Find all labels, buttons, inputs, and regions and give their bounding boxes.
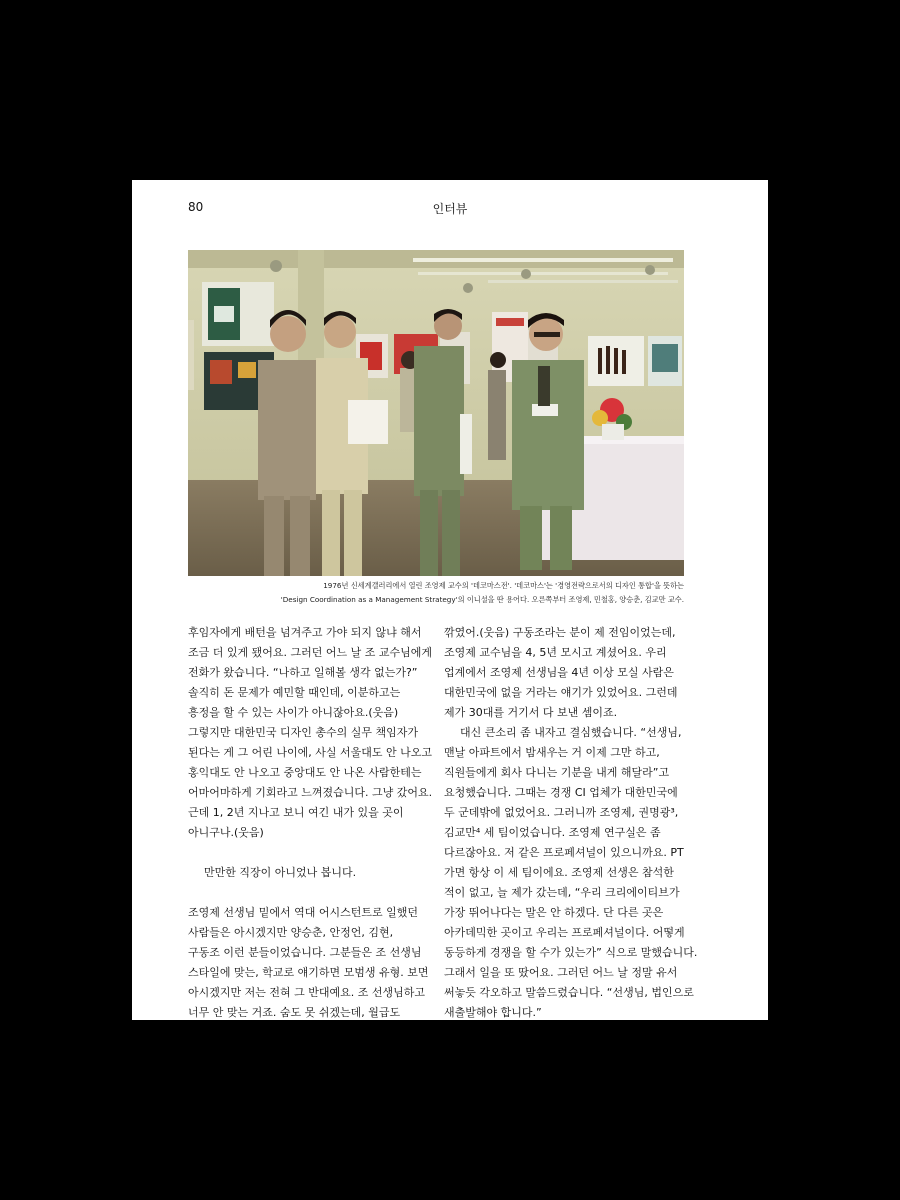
body-text-line: 너무 안 맞는 거죠. 숨도 못 쉬겠는데, 월급도: [188, 1006, 401, 1019]
caption-line: 1976년 신세계갤러리에서 열린 조영제 교수의 '데코마스전'. '데코마스'는 '경영전략으로서의 디자인 통합'을 뜻하는: [323, 581, 684, 590]
exhibition-photo-illustration: [188, 250, 684, 576]
body-text-line: 그렇지만 대한민국 디자인 총수의 실무 책임자가: [188, 726, 419, 739]
body-text-line: 대한민국에 없을 거라는 얘기가 있었어요. 그런데: [444, 686, 678, 699]
interview-question: 만만한 직장이 아니었나 봅니다.: [204, 866, 357, 879]
body-text-line: 써놓듯 각오하고 말씀드렸습니다. “선생님, 법인으로: [444, 986, 694, 999]
body-text-line: 대신 큰소리 좀 내자고 결심했습니다. “선생님,: [460, 726, 682, 739]
body-text-line: 구동조 이런 분들이었습니다. 그분들은 조 선생님: [188, 946, 422, 959]
body-text-line: 두 군데밖에 없었어요. 그러니까 조영제, 권명광³,: [444, 806, 679, 819]
photo-caption: [188, 579, 684, 607]
section-title: 인터뷰: [432, 202, 468, 216]
body-text-line: 가장 뛰어나다는 말은 안 하겠다. 단 다른 곳은: [444, 906, 664, 919]
body-text-line: 솔직히 돈 문제가 예민할 때인데, 이분하고는: [188, 686, 401, 699]
body-text-line: 조영제 선생님 밑에서 역대 어시스턴트로 일했던: [188, 906, 419, 919]
magazine-page: [132, 180, 768, 1020]
paragraph-gap: [188, 843, 428, 863]
body-text-line: 아시겠지만 저는 전혀 그 반대예요. 조 선생님하고: [188, 986, 425, 999]
paragraph-gap: [188, 883, 428, 903]
caption-line: 'Design Coordination as a Management Strategy'의 이니셜을 딴 용어다. 오른쪽부터 조영제, 민철홍, 양승춘, 김교만 교수.: [280, 595, 684, 604]
body-text-line: 된다는 게 그 어린 나이에, 사실 서울대도 안 나오고: [188, 746, 432, 759]
body-text-line: 직원들에게 회사 다니는 기분을 내게 해달라”고: [444, 766, 670, 779]
body-text-line: 제가 30대를 거기서 다 보낸 셈이죠.: [444, 706, 618, 719]
body-text-line: 업계에서 조영제 선생님을 4년 이상 모실 사람은: [444, 666, 674, 679]
body-text-line: 김교만⁴ 세 팀이었습니다. 조영제 연구실은 좀: [444, 826, 661, 839]
body-text-line: 홍익대도 안 나오고 중앙대도 안 나온 사람한테는: [188, 766, 422, 779]
body-column-right: [444, 623, 698, 1023]
exhibition-photo: [188, 250, 684, 576]
body-text-line: 아카데믹한 곳이고 우리는 프로페셔널이다. 어떻게: [444, 926, 685, 939]
body-text-line: 스타일에 맞는, 학교로 얘기하면 모범생 유형. 보면: [188, 966, 429, 979]
body-text-line: 새출발해야 합니다.”: [444, 1006, 542, 1019]
body-text-line: 아니구나.(웃음): [188, 826, 264, 839]
body-text-line: 그래서 일을 또 땄어요. 그러던 어느 날 정말 유서: [444, 966, 678, 979]
body-text-line: 사람들은 아시겠지만 양승춘, 안정언, 김현,: [188, 926, 394, 939]
body-text-line: 요청했습니다. 그때는 경쟁 CI 업체가 대한민국에: [444, 786, 678, 799]
body-text-line: 조금 더 있게 됐어요. 그러던 어느 날 조 교수님에게: [188, 646, 432, 659]
body-text-line: 후임자에게 배턴을 넘겨주고 가야 되지 않냐 해서: [188, 626, 422, 639]
body-text-line: 어마어마하게 기회라고 느껴졌습니다. 그냥 갔어요.: [188, 786, 433, 799]
body-text-line: 깎였어.(웃음) 구동조라는 분이 제 전임이었는데,: [444, 626, 676, 639]
body-text-line: 근데 1, 2년 지나고 보니 여긴 내가 있을 곳이: [188, 806, 404, 819]
page-number: 80: [188, 200, 204, 214]
body-text-line: 전화가 왔습니다. “나하고 일해볼 생각 없는가?”: [188, 666, 418, 679]
body-text-line: 다르잖아요. 저 같은 프로페셔널이 있으니까요. PT: [444, 846, 684, 859]
body-text-line: 적이 없고, 늘 제가 갔는데, “우리 크리에이티브가: [444, 886, 680, 899]
body-text-line: 가면 항상 이 세 팀이에요. 조영제 선생은 참석한: [444, 866, 674, 879]
body-column-left: [188, 623, 433, 1023]
body-text-line: 흥정을 할 수 있는 사이가 아니잖아요.(웃음): [188, 706, 399, 719]
body-text-line: 동등하게 경쟁을 할 수가 있는가” 식으로 말했습니다.: [444, 946, 698, 959]
body-text-line: 맨날 아파트에서 밤새우는 거 이제 그만 하고,: [444, 746, 660, 759]
body-text-line: 조영제 교수님을 4, 5년 모시고 계셨어요. 우리: [444, 646, 667, 659]
